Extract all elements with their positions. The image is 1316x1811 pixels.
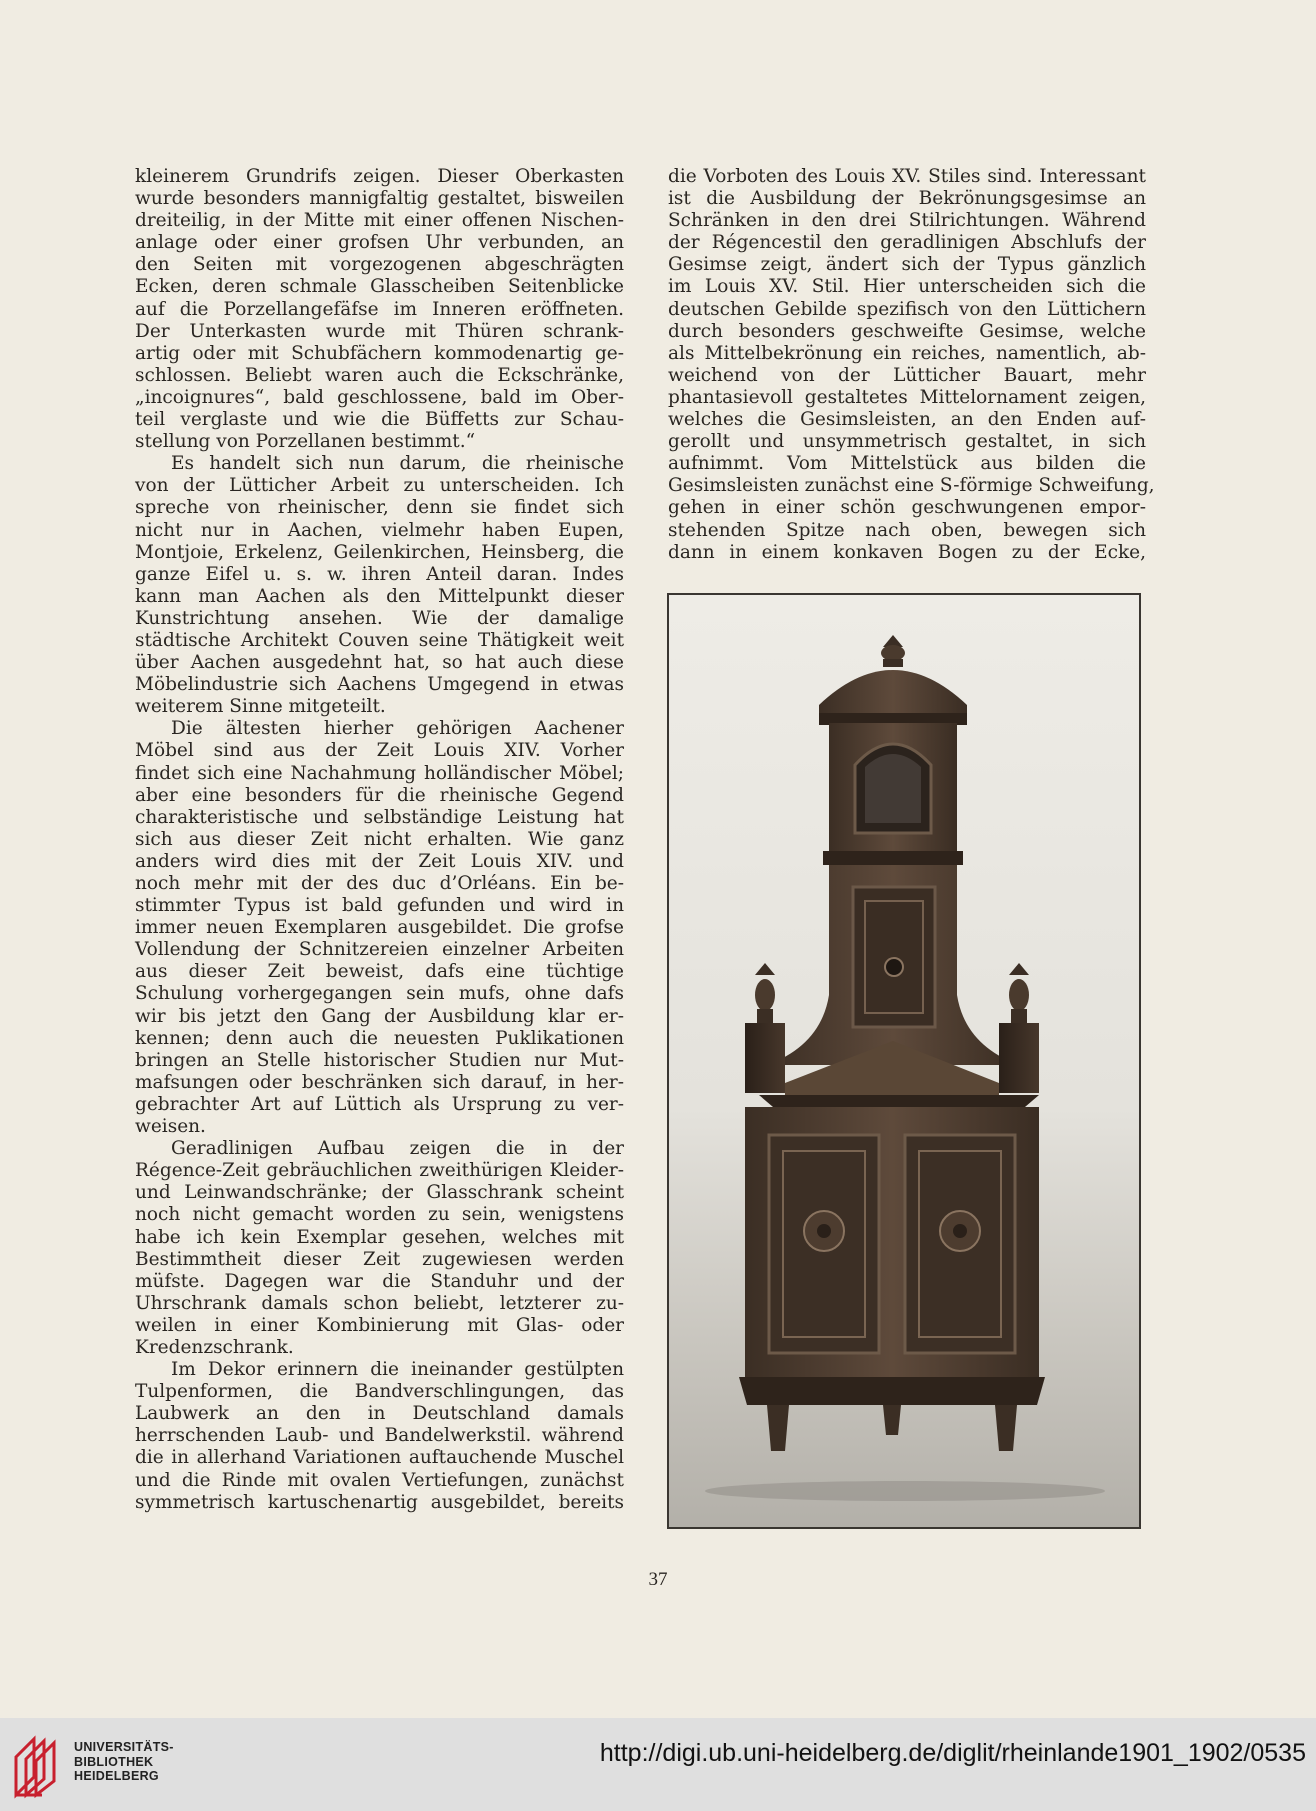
text-line: wurde besonders mannigfaltig gestaltet, bisweilen — [135, 188, 624, 210]
text-line: Im Dekor erinnern die ineinander gestülpten — [171, 1359, 624, 1381]
text-line: noch mehr mit der des duc d’Orléans. Ein be- — [135, 873, 624, 894]
university-library-logo-icon — [12, 1729, 66, 1799]
text-line: phantasievoll gestaltetes Mittelornament zeigen, — [668, 386, 1146, 408]
text-line: im Louis XV. Stil. Hier unterscheiden sich die — [668, 276, 1146, 298]
text-line: von der Lütticher Arbeit zu unterscheiden. Ich — [135, 475, 624, 497]
text-line: wir bis jetzt den Gang der Ausbildung klar er- — [135, 1005, 624, 1027]
text-line: Schränken in den drei Stilrichtungen. Während — [668, 210, 1146, 232]
left-text-column — [135, 166, 624, 1514]
text-line: und Leinwandschränke; der Glasschrank scheint — [135, 1182, 624, 1204]
text-line: Geradlinigen Aufbau zeigen die in der — [171, 1138, 624, 1160]
text-line: artig oder mit Schubfächern kommodenartig ge- — [135, 342, 624, 364]
text-line: aber eine besonders für die rheinische Gegend — [135, 784, 624, 806]
text-line: weisen. — [135, 1116, 206, 1138]
library-name — [74, 1740, 174, 1784]
library-name-line1: UNIVERSITÄTS- — [74, 1740, 174, 1754]
text-line: dreiteilig, in der Mitte mit einer offenen Nischen- — [135, 210, 624, 232]
text-line: Bestimmtheit dieser Zeit zugewiesen werden — [135, 1248, 624, 1270]
text-line: die Vorboten des Louis XV. Stiles sind. Interessant — [668, 166, 1146, 187]
text-line: Die ältesten hierher gehörigen Aachener — [171, 718, 624, 740]
corner-cabinet-photograph — [667, 593, 1141, 1529]
text-line: anlage oder einer grofsen Uhr verbunden, an — [135, 232, 624, 254]
text-line: weilen in einer Kombinierung mit Glas- oder — [135, 1314, 624, 1336]
text-line: kleinerem Grundrifs zeigen. Dieser Oberkasten — [135, 166, 624, 187]
text-line: Möbel sind aus der Zeit Louis XIV. Vorher — [135, 740, 624, 762]
text-line: herrschenden Laub- und Bandelwerkstil. während — [135, 1425, 624, 1447]
text-line: städtische Architekt Couven seine Thätigkeit weit — [135, 629, 624, 651]
text-line: als Mittelbekrönung ein reiches, namentlich, ab- — [668, 342, 1146, 364]
text-line: durch besonders geschweifte Gesimse, welche — [668, 320, 1146, 342]
text-line: müfste. Dagegen war die Standuhr und der — [135, 1270, 624, 1292]
text-line: Tulpenformen, die Bandverschlingungen, das — [135, 1381, 624, 1403]
text-line: weichend von der Lütticher Bauart, mehr — [668, 364, 1146, 386]
text-line: Kunstrichtung ansehen. Wie der damalige — [135, 607, 624, 629]
text-line: habe ich kein Exemplar gesehen, welches mit — [135, 1226, 624, 1248]
text-line: noch nicht gemacht worden zu sein, wenigstens — [135, 1204, 624, 1226]
page-number: 37 — [648, 1569, 668, 1590]
text-line: anders wird dies mit der Zeit Louis XIV. und — [135, 850, 624, 872]
text-line: Laubwerk an den in Deutschland damals — [135, 1403, 624, 1425]
text-line: kennen; denn auch die neuesten Puklikationen — [135, 1027, 624, 1049]
text-line: spreche von rheinischer, denn sie findet sich — [135, 497, 624, 519]
text-line: auf die Porzellangefäfse im Inneren eröffneten. — [135, 298, 624, 320]
text-line: Vollendung der Schnitzereien einzelner Arbeiten — [135, 939, 624, 961]
text-line: Schulung vorhergegangen sein mufs, ohne dafs — [135, 983, 624, 1005]
text-line: Gesimsleisten zunächst eine S-förmige Schweifung, — [668, 475, 1155, 497]
text-line: und die Rinde mit ovalen Vertiefungen, zunächst — [135, 1469, 624, 1491]
text-line: aufnimmt. Vom Mittelstück aus bilden die — [668, 453, 1146, 475]
text-line: teil verglaste und wie die Büffetts zur Schau- — [135, 409, 624, 431]
text-line: deutschen Gebilde spezifisch von den Lüttichern — [668, 298, 1146, 320]
text-line: Möbelindustrie sich Aachens Umgegend in etwas — [135, 674, 624, 696]
text-line: immer neuen Exemplaren ausgebildet. Die grofse — [135, 917, 624, 939]
text-line: findet sich eine Nachahmung holländischer Möbel; — [135, 762, 624, 784]
text-line: symmetrisch kartuschenartig ausgebildet, bereits — [135, 1491, 624, 1513]
text-line: bringen an Stelle historischer Studien nur Mut- — [135, 1049, 624, 1071]
text-line: stellung von Porzellanen bestimmt.“ — [135, 431, 476, 453]
library-footer — [0, 1718, 1316, 1811]
text-line: stimmter Typus ist bald gefunden und wird in — [135, 895, 624, 917]
text-line: Montjoie, Erkelenz, Geilenkirchen, Heinsberg, die — [135, 541, 624, 563]
text-line: Ecken, deren schmale Glasscheiben Seitenblicke — [135, 276, 624, 298]
text-line: kann man Aachen als den Mittelpunkt dieser — [135, 585, 624, 607]
text-line: die in allerhand Variationen auftauchende Muschel — [135, 1447, 624, 1469]
text-line: dann in einem konkaven Bogen zu der Ecke, — [668, 541, 1146, 563]
text-line: aus dieser Zeit beweist, dafs eine tüchtige — [135, 961, 624, 983]
text-line: weiterem Sinne mitgeteilt. — [135, 696, 386, 718]
text-line: stehenden Spitze nach oben, bewegen sich — [668, 519, 1146, 541]
text-line: Kredenzschrank. — [135, 1336, 294, 1358]
text-line: charakteristische und selbständige Leistung hat — [135, 806, 624, 828]
text-line: Es handelt sich nun darum, die rheinische — [171, 453, 624, 475]
text-line: Der Unterkasten wurde mit Thüren schrank- — [135, 320, 624, 342]
text-line: gerollt und unsymmetrisch gestaltet, in sich — [668, 431, 1146, 453]
source-url[interactable]: http://digi.ub.uni-heidelberg.de/diglit/rheinlande1901_1902/0535 — [599, 1739, 1306, 1767]
text-line: der Régencestil den geradlinigen Abschlufs der — [668, 232, 1146, 254]
text-line: gehen in einer schön geschwungenen empor- — [668, 497, 1146, 519]
text-line: Uhrschrank damals schon beliebt, letzterer zu- — [135, 1292, 624, 1314]
text-line: nicht nur in Aachen, vielmehr haben Eupen, — [135, 519, 624, 541]
corner-cabinet-illustration — [669, 595, 1139, 1527]
text-line: den Seiten mit vorgezogenen abgeschrägten — [135, 254, 624, 276]
text-line: Gesimse zeigt, ändert sich der Typus gänzlich — [668, 254, 1146, 276]
text-line: über Aachen ausgedehnt hat, so hat auch diese — [135, 652, 624, 674]
text-line: „incoignures“, bald geschlossene, bald im Ober- — [135, 386, 624, 408]
text-line: ist die Ausbildung der Bekrönungsgesimse an — [668, 188, 1146, 210]
text-line: welches die Gesimsleisten, an den Enden auf- — [668, 409, 1146, 431]
text-line: schlossen. Beliebt waren auch die Eckschränke, — [135, 364, 624, 386]
text-line: mafsungen oder beschränken sich darauf, in her- — [135, 1071, 624, 1093]
text-line: sich aus dieser Zeit nicht erhalten. Wie ganz — [135, 828, 624, 850]
text-line: Régence-Zeit gebräuchlichen zweithürigen Kleider- — [135, 1160, 624, 1182]
text-line: gebrachter Art auf Lüttich als Ursprung zu ver- — [135, 1093, 624, 1115]
library-name-line2: BIBLIOTHEK — [74, 1754, 154, 1769]
right-text-column — [668, 166, 1155, 564]
library-name-line3: HEIDELBERG — [74, 1769, 159, 1783]
text-line: ganze Eifel u. s. w. ihren Anteil daran. Indes — [135, 563, 624, 585]
